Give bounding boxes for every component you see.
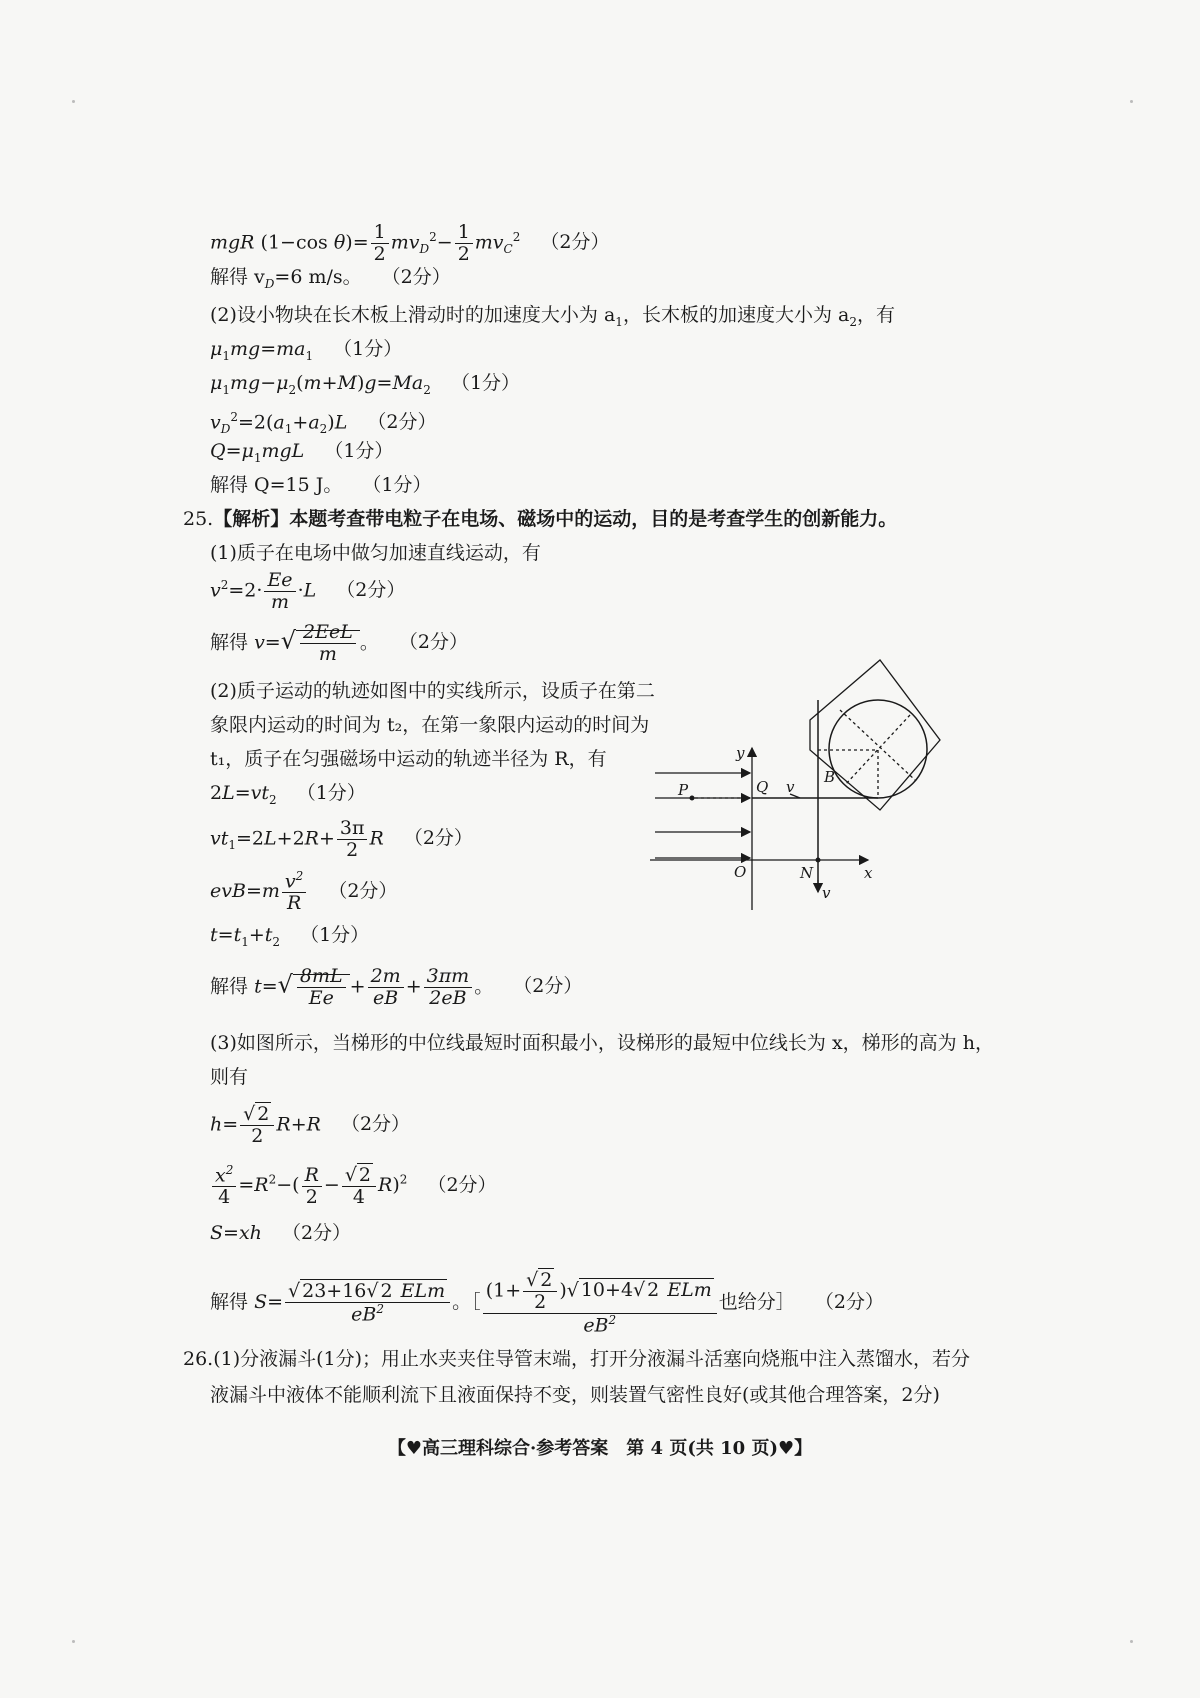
q25-part2-b: 象限内运动的时间为 t₂，在第一象限内运动的时间为	[210, 714, 650, 736]
equation-a2: $\mu_1mg-\mu_2(m+M)g=Ma_2$ （1分）	[210, 372, 521, 397]
score: （2分）	[540, 231, 610, 254]
equation-energy: mgR (1−cos θ)= $\frac{1}{2}$ $mv_D^2-$ $\frac{1}{2}$ $mv_C^2$ （2分）	[210, 221, 610, 265]
q25-sol2: 解得 t=√ $\frac{8mL}{Ee}$ + $\frac{2m}{eB}$ + $\frac{3\pi m}{2eB}$ 。 （2分）	[210, 965, 583, 1009]
label-q: Q	[756, 778, 769, 796]
trajectory-circle	[829, 700, 927, 798]
label-y: y	[736, 744, 745, 762]
question-25-header: 25.【解析】本题考查带电粒子在电场、磁场中的运动，目的是考查学生的创新能力。	[183, 508, 898, 530]
q25-eq8: S=xh （2分）	[210, 1222, 352, 1244]
q25-eq3: $vt_1=2L+2R+$ $\frac{3\pi}{2}$ R （2分）	[210, 817, 473, 861]
q25-eq2: $2L=vt_2$ （1分）	[210, 782, 366, 807]
q25-sol3: 解得 S= $\frac{\text{√ 23+16√ 2 ELm}}{eB^2}$ 。［ (1+ $\frac{√ 2}{2}$ )√ 10+4√ 2 ELm $eB^2$ 也给分］ （2分）	[210, 1269, 884, 1337]
label-x: x	[864, 864, 873, 882]
solution-vd: 解得 $v_D=6$ m/s。 （2分）	[210, 266, 451, 291]
equation-kinematics: $v_D^2=2(a_1+a_2)L$ （2分）	[210, 410, 437, 437]
question-26-line2: 液漏斗中液体不能顺利流下且液面保持不变，则装置气密性良好(或其他合理答案，2分)	[210, 1384, 940, 1406]
q25-part3-b: 则有	[210, 1066, 249, 1088]
point-p	[690, 796, 695, 801]
paragraph-part2: (2)设小物块在长木板上滑动时的加速度大小为 $a_1$，长木板的加速度大小为 $a_2$，有	[210, 304, 895, 329]
label-o: O	[734, 863, 747, 881]
q25-part1: (1)质子在电场中做匀加速直线运动，有	[210, 542, 541, 564]
solution-q: 解得 Q=15 J。 （1分）	[210, 474, 432, 496]
q25-eq7: $\frac{x^2}{4}$ $=R^2-$( $\frac{R}{2}$ − $\frac{√ 2}{4}$ R)$^2$ （2分）	[210, 1164, 497, 1208]
q25-eq6: h= $\frac{√ 2}{2}$ R+R （2分）	[210, 1103, 411, 1147]
q25-eq5: $t=t_1+t_2$ （1分）	[210, 924, 370, 949]
trajectory-diagram	[678, 700, 1040, 950]
question-26-line1: 26.(1)分液漏斗(1分)；用止水夹夹住导管末端，打开分液漏斗活塞向烧瓶中注入蒸馏水，若分	[183, 1348, 971, 1370]
point-n	[816, 858, 821, 863]
q25-sol1: 解得 v=√ $\frac{\text{2EeL}}{m}$ 。 （2分）	[210, 621, 468, 665]
trapezoid	[810, 660, 940, 810]
label-p: P	[678, 781, 689, 799]
q25-part3-a: (3)如图所示，当梯形的中位线最短时面积最小，设梯形的最短中位线长为 x，梯形的高为 h，	[210, 1032, 994, 1054]
q25-part2-a: (2)质子运动的轨迹如图中的实线所示，设质子在第二	[210, 680, 655, 702]
label-v-top: v	[786, 778, 795, 796]
q25-part2-c: t₁，质子在匀强磁场中运动的轨迹半径为 R，有	[210, 748, 607, 770]
label-b: B	[824, 768, 836, 786]
label-v-bottom: v	[822, 884, 831, 902]
equation-heat: $Q=\mu_1mgL$ （1分）	[210, 440, 394, 465]
q25-eq4: evB=m $\frac{v^2}{R}$ （2分）	[210, 869, 398, 915]
q25-eq1: $v^2=2\cdot$ $\frac{Ee}{m}$ ·L （2分）	[210, 569, 406, 613]
page-footer: 【♥高三理科综合·参考答案 第 4 页(共 10 页)♥】	[387, 1438, 813, 1459]
label-n: N	[800, 864, 814, 882]
equation-a1: $\mu_1mg=ma_1$ （1分）	[210, 338, 403, 363]
